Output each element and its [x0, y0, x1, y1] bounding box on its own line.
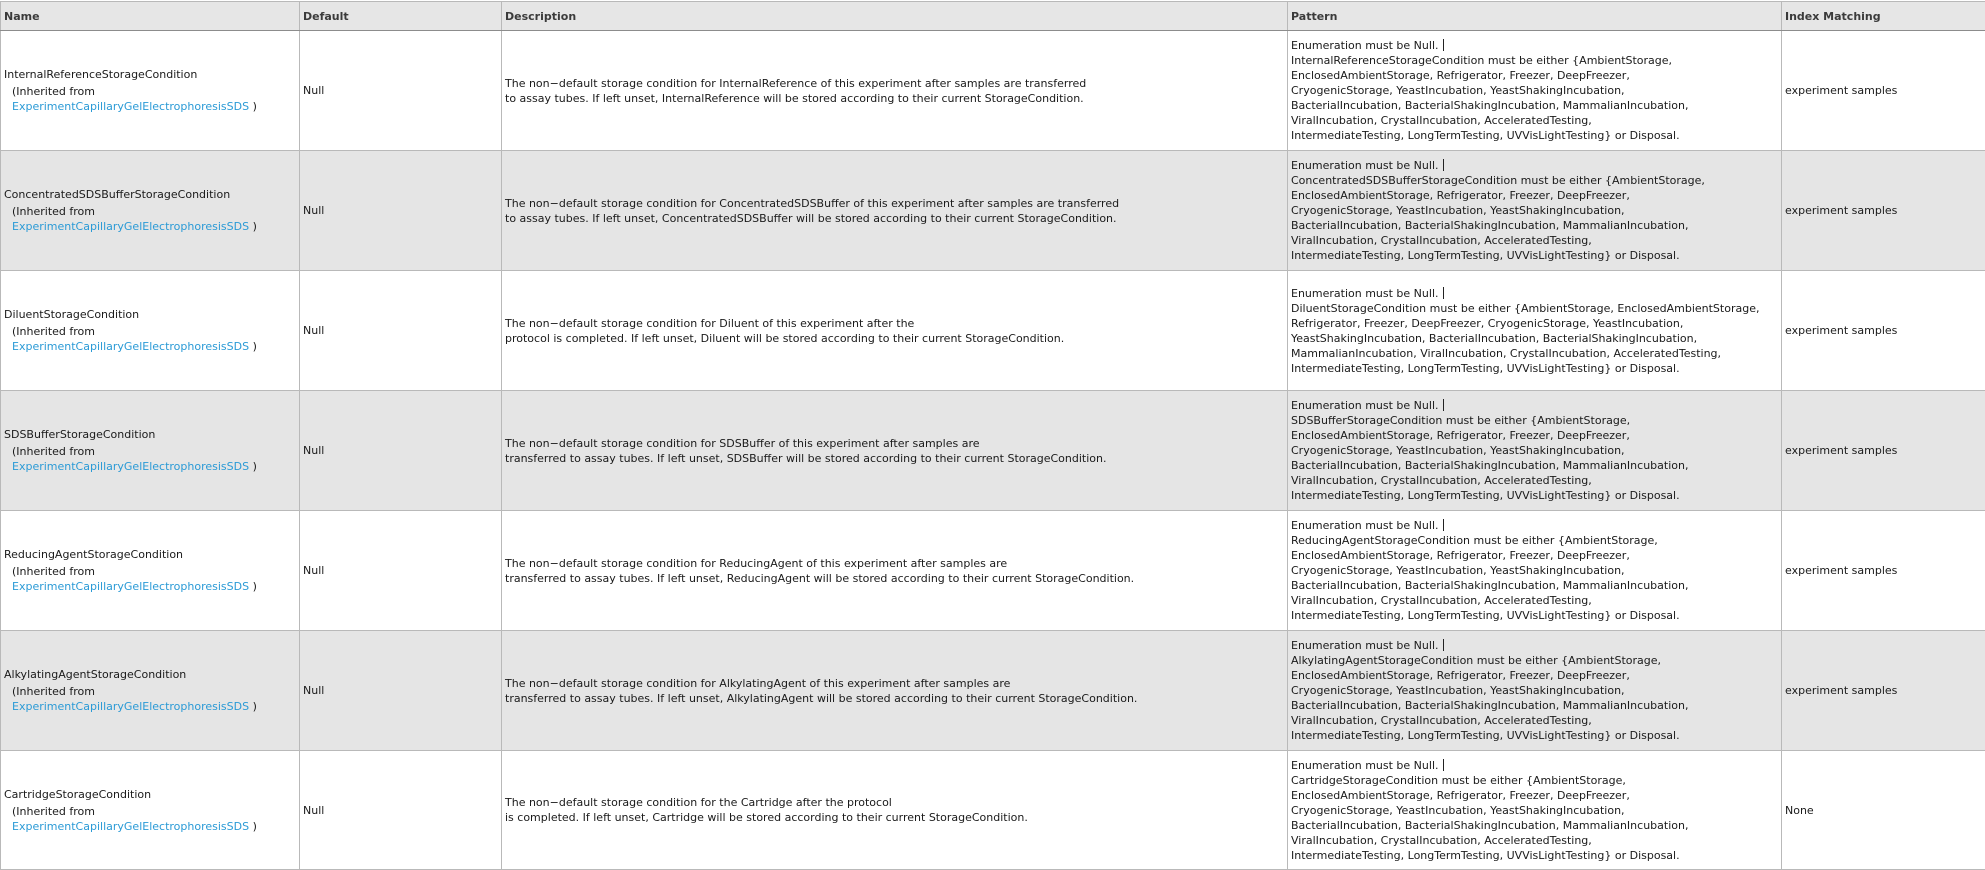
pattern-enumeration-text: Enumeration must be Null.: [1291, 399, 1439, 412]
header-pattern: Pattern: [1288, 2, 1782, 31]
index-matching-cell: experiment samples: [1782, 271, 1985, 391]
pattern-line: CartridgeStorageCondition must be either {AmbientStorage,: [1291, 773, 1778, 788]
pattern-line: EnclosedAmbientStorage, Refrigerator, Freezer, DeepFreezer,: [1291, 668, 1778, 683]
inherited-from-link[interactable]: ExperimentCapillaryGelElectrophoresisSDS: [12, 340, 249, 353]
index-matching-cell: experiment samples: [1782, 31, 1985, 151]
name-cell: [1, 511, 300, 631]
inherited-from-link[interactable]: ExperimentCapillaryGelElectrophoresisSDS: [12, 220, 249, 233]
pattern-cell: [1288, 751, 1782, 870]
description-line-1: The non−default storage condition for InternalReference of this experiment after samples are transferred: [505, 76, 1284, 91]
pattern-enumeration: [1291, 638, 1778, 653]
header-default: Default: [300, 2, 502, 31]
pattern-line: ViralIncubation, CrystalIncubation, AcceleratedTesting,: [1291, 833, 1778, 848]
inherited-from-link[interactable]: ExperimentCapillaryGelElectrophoresisSDS: [12, 460, 249, 473]
description-line-2: transferred to assay tubes. If left unset, SDSBuffer will be stored according to their current StorageCondition.: [505, 451, 1284, 466]
pattern-lines: [1291, 653, 1778, 743]
pattern-line: Refrigerator, Freezer, DeepFreezer, CryogenicStorage, YeastIncubation,: [1291, 316, 1778, 331]
pattern-line: EnclosedAmbientStorage, Refrigerator, Freezer, DeepFreezer,: [1291, 188, 1778, 203]
description-line-2: protocol is completed. If left unset, Diluent will be stored according to their current StorageCondition.: [505, 331, 1284, 346]
inherited-from-link[interactable]: ExperimentCapillaryGelElectrophoresisSDS: [12, 580, 249, 593]
pattern-enumeration: [1291, 38, 1778, 53]
option-name: SDSBufferStorageCondition: [4, 427, 296, 442]
description-line-2: is completed. If left unset, Cartridge will be stored according to their current StorageCondition.: [505, 810, 1284, 825]
inherited-note: [4, 204, 296, 234]
pattern-enumeration-text: Enumeration must be Null.: [1291, 759, 1439, 772]
text-cursor: [1443, 519, 1444, 531]
pattern-lines: [1291, 301, 1778, 376]
pattern-line: BacterialIncubation, BacterialShakingIncubation, MammalianIncubation,: [1291, 818, 1778, 833]
index-matching-cell: experiment samples: [1782, 631, 1985, 751]
pattern-lines: [1291, 773, 1778, 863]
table-row: [1, 151, 1985, 271]
pattern-line: EnclosedAmbientStorage, Refrigerator, Freezer, DeepFreezer,: [1291, 788, 1778, 803]
pattern-line: CryogenicStorage, YeastIncubation, YeastShakingIncubation,: [1291, 203, 1778, 218]
text-cursor: [1443, 159, 1444, 171]
table-header-row: [1, 2, 1985, 31]
pattern-line: CryogenicStorage, YeastIncubation, YeastShakingIncubation,: [1291, 803, 1778, 818]
pattern-lines: [1291, 533, 1778, 623]
inherited-suffix: ): [253, 820, 257, 833]
inherited-prefix: (Inherited from: [12, 565, 95, 578]
pattern-line: CryogenicStorage, YeastIncubation, YeastShakingIncubation,: [1291, 443, 1778, 458]
pattern-lines: [1291, 173, 1778, 263]
inherited-suffix: ): [253, 700, 257, 713]
pattern-line: IntermediateTesting, LongTermTesting, UVVisLightTesting} or Disposal.: [1291, 248, 1778, 263]
inherited-prefix: (Inherited from: [12, 325, 95, 338]
description-line-2: to assay tubes. If left unset, ConcentratedSDSBuffer will be stored according to their current StorageCondition.: [505, 211, 1284, 226]
table-row: [1, 511, 1985, 631]
header-name: Name: [1, 2, 300, 31]
description-cell: [502, 511, 1288, 631]
options-table: [0, 1, 1985, 870]
pattern-enumeration-text: Enumeration must be Null.: [1291, 159, 1439, 172]
table-row: [1, 751, 1985, 870]
pattern-enumeration-text: Enumeration must be Null.: [1291, 519, 1439, 532]
pattern-line: EnclosedAmbientStorage, Refrigerator, Freezer, DeepFreezer,: [1291, 428, 1778, 443]
option-name: AlkylatingAgentStorageCondition: [4, 667, 296, 682]
inherited-prefix: (Inherited from: [12, 205, 95, 218]
inherited-prefix: (Inherited from: [12, 805, 95, 818]
pattern-line: IntermediateTesting, LongTermTesting, UVVisLightTesting} or Disposal.: [1291, 728, 1778, 743]
pattern-line: BacterialIncubation, BacterialShakingIncubation, MammalianIncubation,: [1291, 578, 1778, 593]
description-line-2: transferred to assay tubes. If left unset, AlkylatingAgent will be stored according to their current StorageCondition.: [505, 691, 1284, 706]
inherited-suffix: ): [253, 100, 257, 113]
inherited-suffix: ): [253, 220, 257, 233]
description-cell: [502, 631, 1288, 751]
pattern-line: DiluentStorageCondition must be either {AmbientStorage, EnclosedAmbientStorage,: [1291, 301, 1778, 316]
description-cell: [502, 31, 1288, 151]
pattern-line: IntermediateTesting, LongTermTesting, UVVisLightTesting} or Disposal.: [1291, 488, 1778, 503]
table-row: [1, 391, 1985, 511]
text-cursor: [1443, 399, 1444, 411]
description-line-2: to assay tubes. If left unset, InternalReference will be stored according to their current StorageCondition.: [505, 91, 1284, 106]
name-cell: [1, 631, 300, 751]
name-cell: [1, 271, 300, 391]
option-name: CartridgeStorageCondition: [4, 787, 296, 802]
pattern-lines: [1291, 413, 1778, 503]
table-body: [1, 31, 1985, 870]
pattern-cell: [1288, 631, 1782, 751]
pattern-line: BacterialIncubation, BacterialShakingIncubation, MammalianIncubation,: [1291, 458, 1778, 473]
option-name: ReducingAgentStorageCondition: [4, 547, 296, 562]
header-index-matching: Index Matching: [1782, 2, 1985, 31]
pattern-enumeration-text: Enumeration must be Null.: [1291, 287, 1439, 300]
name-cell: [1, 31, 300, 151]
option-name: ConcentratedSDSBufferStorageCondition: [4, 187, 296, 202]
text-cursor: [1443, 759, 1444, 771]
default-cell: Null: [300, 151, 502, 271]
pattern-line: ViralIncubation, CrystalIncubation, AcceleratedTesting,: [1291, 113, 1778, 128]
pattern-line: CryogenicStorage, YeastIncubation, YeastShakingIncubation,: [1291, 83, 1778, 98]
pattern-cell: [1288, 31, 1782, 151]
pattern-lines: [1291, 53, 1778, 143]
description-line-1: The non−default storage condition for AlkylatingAgent of this experiment after samples are: [505, 676, 1284, 691]
description-cell: [502, 751, 1288, 870]
default-cell: Null: [300, 631, 502, 751]
inherited-suffix: ): [253, 580, 257, 593]
pattern-line: EnclosedAmbientStorage, Refrigerator, Freezer, DeepFreezer,: [1291, 68, 1778, 83]
pattern-line: ViralIncubation, CrystalIncubation, AcceleratedTesting,: [1291, 593, 1778, 608]
text-cursor: [1443, 287, 1444, 299]
inherited-from-link[interactable]: ExperimentCapillaryGelElectrophoresisSDS: [12, 700, 249, 713]
pattern-cell: [1288, 271, 1782, 391]
pattern-line: IntermediateTesting, LongTermTesting, UVVisLightTesting} or Disposal.: [1291, 361, 1778, 376]
default-cell: Null: [300, 271, 502, 391]
index-matching-cell: None: [1782, 751, 1985, 870]
pattern-line: BacterialIncubation, BacterialShakingIncubation, MammalianIncubation,: [1291, 698, 1778, 713]
inherited-note: [4, 684, 296, 714]
pattern-line: ViralIncubation, CrystalIncubation, AcceleratedTesting,: [1291, 473, 1778, 488]
pattern-line: YeastShakingIncubation, BacterialIncubation, BacterialShakingIncubation,: [1291, 331, 1778, 346]
inherited-prefix: (Inherited from: [12, 85, 95, 98]
pattern-line: EnclosedAmbientStorage, Refrigerator, Freezer, DeepFreezer,: [1291, 548, 1778, 563]
inherited-from-link[interactable]: ExperimentCapillaryGelElectrophoresisSDS: [12, 820, 249, 833]
description-line-2: transferred to assay tubes. If left unset, ReducingAgent will be stored according to their current StorageCondition.: [505, 571, 1284, 586]
table-row: [1, 31, 1985, 151]
description-cell: [502, 151, 1288, 271]
inherited-prefix: (Inherited from: [12, 685, 95, 698]
description-line-1: The non−default storage condition for ConcentratedSDSBuffer of this experiment after samples are transferred: [505, 196, 1284, 211]
table-row: [1, 271, 1985, 391]
description-line-1: The non−default storage condition for the Cartridge after the protocol: [505, 795, 1284, 810]
index-matching-cell: experiment samples: [1782, 151, 1985, 271]
name-cell: [1, 391, 300, 511]
text-cursor: [1443, 39, 1444, 51]
pattern-enumeration: [1291, 158, 1778, 173]
inherited-note: [4, 324, 296, 354]
pattern-line: InternalReferenceStorageCondition must be either {AmbientStorage,: [1291, 53, 1778, 68]
pattern-enumeration: [1291, 758, 1778, 773]
pattern-line: IntermediateTesting, LongTermTesting, UVVisLightTesting} or Disposal.: [1291, 608, 1778, 623]
pattern-line: IntermediateTesting, LongTermTesting, UVVisLightTesting} or Disposal.: [1291, 128, 1778, 143]
inherited-note: [4, 444, 296, 474]
pattern-line: IntermediateTesting, LongTermTesting, UVVisLightTesting} or Disposal.: [1291, 848, 1778, 863]
inherited-prefix: (Inherited from: [12, 445, 95, 458]
description-cell: [502, 391, 1288, 511]
index-matching-cell: experiment samples: [1782, 391, 1985, 511]
pattern-enumeration: [1291, 286, 1778, 301]
inherited-suffix: ): [253, 460, 257, 473]
description-line-1: The non−default storage condition for Diluent of this experiment after the: [505, 316, 1284, 331]
default-cell: Null: [300, 511, 502, 631]
index-matching-cell: experiment samples: [1782, 511, 1985, 631]
option-name: DiluentStorageCondition: [4, 307, 296, 322]
inherited-suffix: ): [253, 340, 257, 353]
pattern-cell: [1288, 391, 1782, 511]
pattern-cell: [1288, 511, 1782, 631]
pattern-enumeration-text: Enumeration must be Null.: [1291, 39, 1439, 52]
pattern-enumeration: [1291, 398, 1778, 413]
description-line-1: The non−default storage condition for ReducingAgent of this experiment after samples are: [505, 556, 1284, 571]
inherited-note: [4, 564, 296, 594]
pattern-line: BacterialIncubation, BacterialShakingIncubation, MammalianIncubation,: [1291, 98, 1778, 113]
pattern-line: ViralIncubation, CrystalIncubation, AcceleratedTesting,: [1291, 233, 1778, 248]
inherited-note: [4, 804, 296, 834]
pattern-line: ViralIncubation, CrystalIncubation, AcceleratedTesting,: [1291, 713, 1778, 728]
name-cell: [1, 151, 300, 271]
default-cell: Null: [300, 31, 502, 151]
inherited-note: [4, 84, 296, 114]
pattern-line: ConcentratedSDSBufferStorageCondition must be either {AmbientStorage,: [1291, 173, 1778, 188]
description-line-1: The non−default storage condition for SDSBuffer of this experiment after samples are: [505, 436, 1284, 451]
pattern-line: SDSBufferStorageCondition must be either {AmbientStorage,: [1291, 413, 1778, 428]
pattern-line: MammalianIncubation, ViralIncubation, CrystalIncubation, AcceleratedTesting,: [1291, 346, 1778, 361]
header-description: Description: [502, 2, 1288, 31]
default-cell: Null: [300, 391, 502, 511]
pattern-enumeration: [1291, 518, 1778, 533]
default-cell: Null: [300, 751, 502, 870]
pattern-enumeration-text: Enumeration must be Null.: [1291, 639, 1439, 652]
pattern-line: CryogenicStorage, YeastIncubation, YeastShakingIncubation,: [1291, 683, 1778, 698]
name-cell: [1, 751, 300, 870]
pattern-line: CryogenicStorage, YeastIncubation, YeastShakingIncubation,: [1291, 563, 1778, 578]
pattern-line: BacterialIncubation, BacterialShakingIncubation, MammalianIncubation,: [1291, 218, 1778, 233]
inherited-from-link[interactable]: ExperimentCapillaryGelElectrophoresisSDS: [12, 100, 249, 113]
table-row: [1, 631, 1985, 751]
pattern-cell: [1288, 151, 1782, 271]
pattern-line: ReducingAgentStorageCondition must be either {AmbientStorage,: [1291, 533, 1778, 548]
option-name: InternalReferenceStorageCondition: [4, 67, 296, 82]
text-cursor: [1443, 639, 1444, 651]
description-cell: [502, 271, 1288, 391]
pattern-line: AlkylatingAgentStorageCondition must be either {AmbientStorage,: [1291, 653, 1778, 668]
